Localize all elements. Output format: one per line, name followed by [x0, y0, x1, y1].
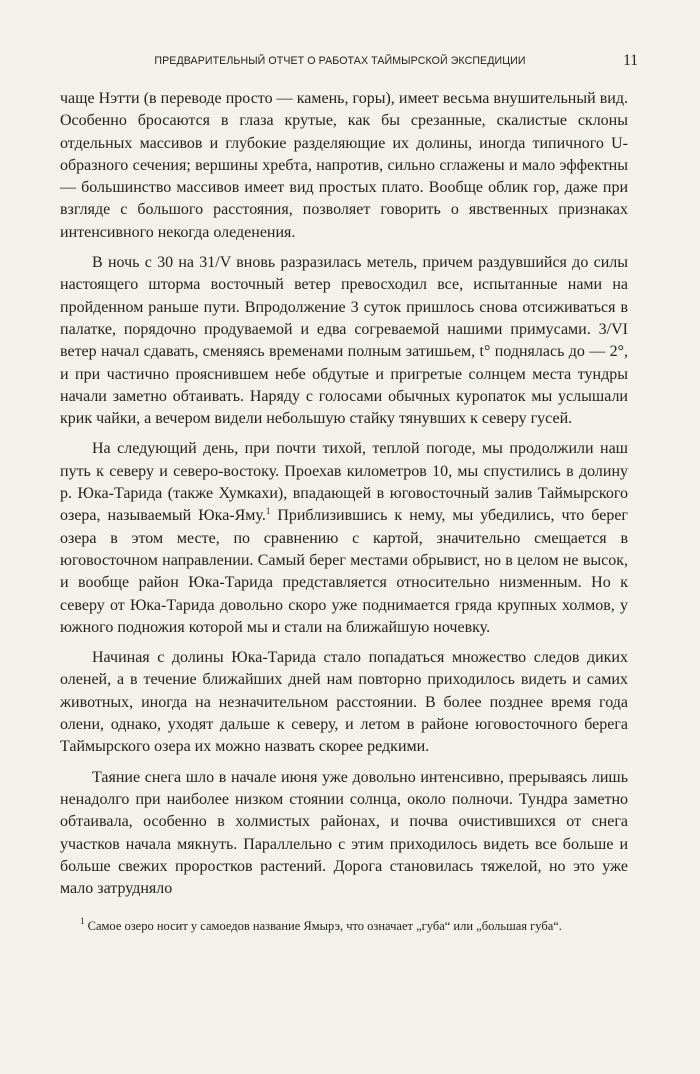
paragraph-2: В ночь с 30 на 31/V вновь разразилась метель, причем раздувшийся до силы настоящего шторма восточный ветер превосходил все, испытанные нами на пройденном раньше пути. Впродолжение 3 суток пришлось снова отсиживаться в палатке, порядочно продуваемой и едва согреваемой нашими примусами. 3/VI ветер начал сдавать, сменяясь временами полным затишьем, t° поднялась до — 2°, и при частично прояснившем небе обдутые и пригретые солнцем места тундры начали заметно обтаивать. Наряду с голосами обычных куропаток мы услышали крик чайки, а вечером видели небольшую стайку тянувших к северу гусей.: [60, 254, 628, 428]
footnote-reference: 1: [265, 506, 271, 517]
footnote-body: Самое озеро носит у самоедов название Ямырэ, что означает „губа“ или „большая губа“.: [84, 919, 562, 933]
footnote: [60, 916, 628, 937]
page-header: [0, 52, 700, 72]
paragraph-3: [60, 438, 628, 639]
running-title: ПРЕДВАРИТЕЛЬНЫЙ ОТЧЕТ О РАБОТАХ ТАЙМЫРСКОЙ ЭКСПЕДИЦИИ: [154, 55, 526, 67]
page-number: 11: [623, 52, 638, 69]
paragraph-3-text-continued: Приблизившись к нему, мы убедились, что берег озера в этом месте, по сравнению с картой, значительно смещается в юговосточном направлении. Самый берег местами обрывист, но в целом не высок, и вообще район Юка-Тарида представляется относительно низменным. Но к северу от Юка-Тарида довольно скоро уже поднимается гряда крупных холмов, у южного подножия которой мы и стали на ближайшую ночевку.: [60, 507, 628, 636]
paragraph-3-text: На следующий день, при почти тихой, теплой погоде, мы продолжили наш путь к северу и северо-востоку. Проехав километров 10, мы спустились в долину р. Юка-Тарида (также Хумкахи), впадающей в юговосточный залив Таймырского озера, называемый Юка-Яму.: [60, 440, 628, 525]
paragraph-4: Начиная с долины Юка-Тарида стало попадаться множество следов диких оленей, а в течение ближайших дней нам повторно приходилось видеть и самих животных, иногда на незначительном расстоянии. В более позднее время года олени, однако, уходят дальше к северу, и летом в районе юговосточного берега Таймырского озера их можно назвать скорее редкими.: [60, 649, 628, 756]
footnote-marker: 1: [80, 916, 85, 926]
paragraph-1: чаще Нэтти (в переводе просто — камень, горы), имеет весьма внушительный вид. Особенно бросаются в глаза крутые, как бы срезанные, скалистые склоны отдельных массивов и глубокие разделяющие их долины, иногда типичного U-образного сечения; вершины хребта, напротив, сильно сглажены и мало эффектны — большинство массивов имеет вид простых плато. Вообще облик гор, даже при взгляде с большого расстояния, позволяет говорить о явственных признаках интенсивного некогда оледенения.: [60, 90, 628, 241]
footnote-text: [60, 916, 628, 937]
paragraph-5: Таяние снега шло в начале июня уже довольно интенсивно, прерываясь лишь ненадолго при наиболее низком стоянии солнца, около полночи. Тундра заметно обтаивала, особенно в холмистых районах, и почва очистившихся от снега участков начала мякнуть. Параллельно с этим приходилось видеть все больше и больше свежих проростков растений. Дорога становилась тяжелой, но это уже мало затрудняло: [60, 768, 628, 898]
body-text: [60, 88, 628, 908]
